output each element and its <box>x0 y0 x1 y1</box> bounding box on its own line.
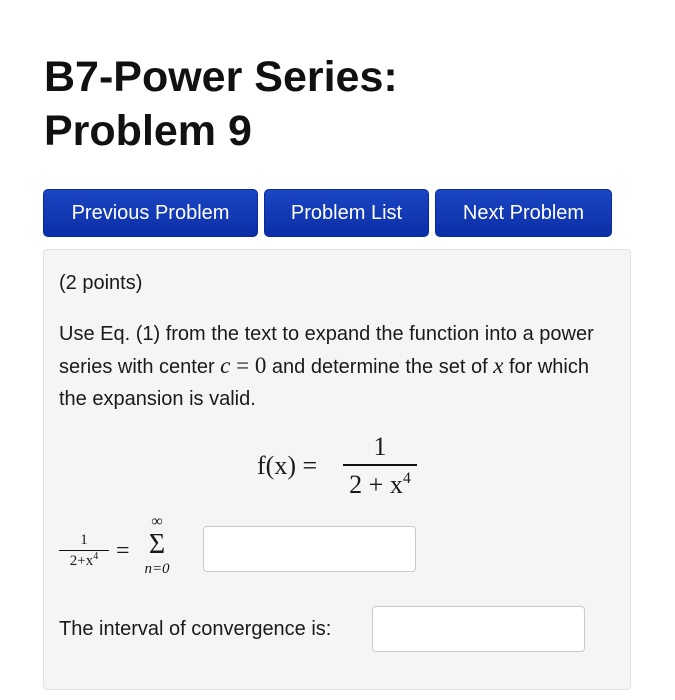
center-equals: = <box>230 353 255 378</box>
function-numerator: 1 <box>373 432 387 461</box>
function-lhs: f(x) = <box>257 451 318 480</box>
previous-problem-button[interactable]: Previous Problem <box>43 189 258 237</box>
summation <box>139 514 175 578</box>
statement-text-2: and determine the set of <box>266 356 494 378</box>
series-equals-sign: = <box>116 538 130 564</box>
series-fraction-numerator: 1 <box>80 532 88 548</box>
page-title-line2: Problem 9 <box>44 107 252 155</box>
convergence-answer-input[interactable] <box>372 606 585 652</box>
summation-lower-limit: n=0 <box>144 561 170 577</box>
center-variable: c <box>220 353 231 378</box>
problem-statement <box>59 318 619 415</box>
series-answer-row <box>59 513 599 586</box>
statement-text-3: for which the expansion is valid. <box>59 356 589 410</box>
function-denominator <box>343 470 417 500</box>
series-fraction-denominator-exponent: 4 <box>93 551 99 562</box>
fraction-bar <box>343 464 417 466</box>
problem-list-button[interactable]: Problem List <box>264 189 429 237</box>
page-title-line1: B7-Power Series: <box>44 53 398 101</box>
next-problem-button[interactable]: Next Problem <box>435 189 612 237</box>
function-denominator-exponent: 4 <box>402 470 411 487</box>
summation-upper-limit: ∞ <box>151 513 163 530</box>
function-denominator-base: 2 + x <box>349 470 403 499</box>
series-fraction-bar <box>59 550 109 551</box>
convergence-label: The interval of convergence is: <box>59 618 332 640</box>
page-title <box>44 50 644 158</box>
series-fraction-denominator <box>59 553 109 569</box>
summation-symbol: Σ <box>148 529 166 560</box>
series-fraction-denominator-base: 2+x <box>69 553 94 569</box>
function-fraction <box>343 432 417 500</box>
statement-text-1: Use Eq. (1) from the text to expand the function into a power series with center <box>59 323 594 378</box>
problem-panel <box>43 249 631 690</box>
center-value: 0 <box>254 353 267 378</box>
series-fraction <box>59 532 109 569</box>
convergence-answer-row <box>59 605 619 653</box>
series-answer-input[interactable] <box>203 526 416 572</box>
problem-navigation <box>43 189 612 237</box>
set-variable: x <box>493 353 504 378</box>
points-label: (2 points) <box>59 272 143 294</box>
